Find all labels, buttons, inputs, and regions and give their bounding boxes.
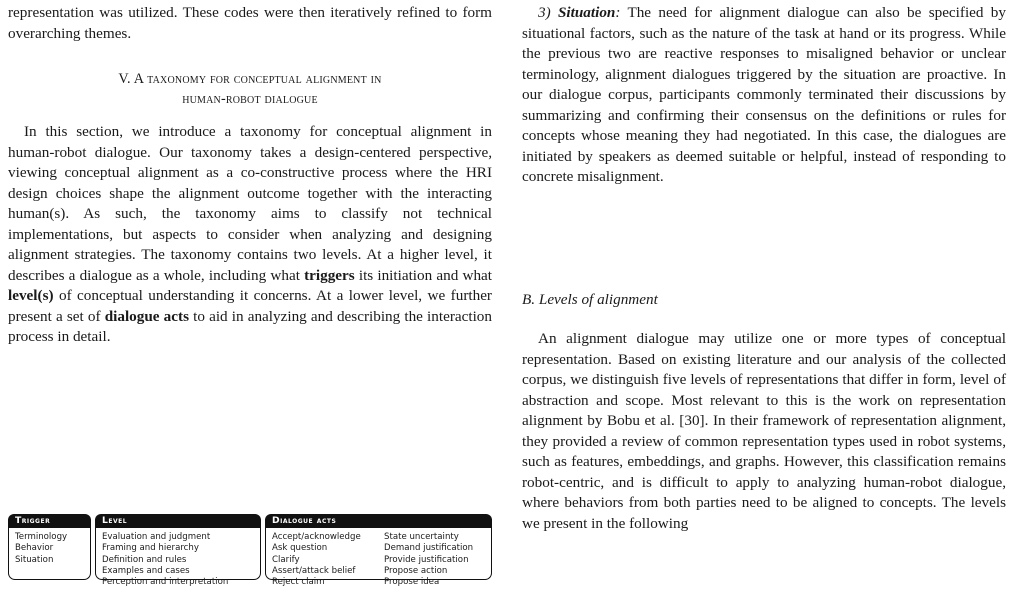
trigger-box	[8, 528, 91, 580]
paragraph-taxonomy-intro: In this section, we introduce a taxonomy for conceptual alignment in human-robot dialogue. Our taxonomy takes a design-centered perspective, viewing conceptual alignment as a co-constructive process where the HRI design choices shape the alignment outcome together with the interacting human(s). As such, the taxonomy aims to classify not technical implementations, but aspects to consider when analyzing and designing alignment strategies. The taxonomy contains two levels. At a higher level, it describes a dialogue as a whole, including what triggers its initiation and what level(s) of conceptual understanding it concerns. At a lower level, we further present a set of dialogue acts to aid in analyzing and describing the interaction process in detail.	[8, 123, 492, 345]
paragraph-levels: An alignment dialogue may utilize one or more types of conceptual representation. Based on existing literature and our analysis of the collected corpus, we distinguish five levels of representations that differ in form, level of abstraction and scope. Most relevant to this is the work on representation alignment by Bobu et al. [30]. In their framework of representation alignment, they provided a review of common representation types used in robot systems, such as features, embeddings, and graphs. However, this classification remains robot-centric, and is difficult to apply to analyzing human-robot dialogue, where behaviors from both parties need to be aligned to concepts. The levels we present in the following	[522, 330, 1006, 532]
level-list	[102, 532, 260, 588]
dialogue-acts-col2	[384, 532, 473, 588]
level-item: Examples and cases	[102, 565, 190, 576]
level-header: Level	[95, 514, 261, 528]
section-heading	[8, 69, 492, 109]
dialogue-act-item: Propose action	[384, 565, 448, 576]
emphasis-levels: level(s)	[8, 287, 54, 304]
trigger-list	[15, 532, 90, 566]
dialogue-act-item: Clarify	[272, 554, 300, 565]
dialogue-acts-box	[265, 528, 492, 588]
subsection-heading-levels: B. Levels of alignment	[522, 291, 658, 308]
dialogue-act-item: Reject claim	[272, 577, 325, 588]
trigger-item: Behavior	[15, 543, 54, 554]
level-item: Framing and hierarchy	[102, 543, 199, 554]
section-heading-line1: V. A taxonomy for conceptual alignment in	[118, 71, 382, 87]
dialogue-act-item: Ask question	[272, 543, 328, 554]
trigger-header: Trigger	[8, 514, 91, 528]
dialogue-act-item: Propose idea	[384, 577, 440, 588]
dialogue-acts-header: Dialogue acts	[265, 514, 492, 528]
dialogue-act-item: Assert/attack belief	[272, 565, 356, 576]
dialogue-act-item: State uncertainty	[384, 532, 459, 542]
level-item: Evaluation and judgment	[102, 532, 211, 542]
dialogue-act-item: Accept/acknowledge	[272, 532, 361, 542]
level-box	[95, 528, 261, 588]
dialogue-acts-col1	[272, 532, 361, 588]
taxonomy-figure	[8, 514, 492, 588]
dialogue-act-item: Provide justification	[384, 554, 469, 565]
level-item: Definition and rules	[102, 554, 187, 565]
trigger-item: Terminology	[15, 532, 68, 542]
section-heading-line2: human-robot dialogue	[182, 91, 318, 107]
level-item: Perception and interpretation	[102, 577, 229, 588]
paragraph-situation: 3) Situation: The need for alignment dialogue can also be specified by situational factors, such as the nature of the task at hand or its progress. While the previous two are reactive responses to misaligned behavior or unclear terminology, alignment dialogues triggered by the situation are proactive. In our dialogue corpus, participants commonly terminated their discussions by summarizing and confirming their consensus on the definitions or rules for concepts whose meaning they had negotiated. In this case, the dialogues are initiated by speakers as deemed suitable or helpful, instead of responding to concrete misalignment.	[522, 4, 1006, 185]
situation-number: 3)	[538, 4, 558, 21]
situation-title: Situation	[557, 4, 616, 21]
trigger-item: Situation	[15, 554, 54, 565]
dialogue-act-item: Demand justification	[384, 543, 474, 554]
emphasis-triggers: triggers	[304, 266, 355, 284]
paragraph-method-end: representation was utilized. These codes were then iteratively refined to form overarching themes.	[8, 4, 492, 42]
emphasis-dialogue-acts: dialogue acts	[104, 307, 189, 325]
